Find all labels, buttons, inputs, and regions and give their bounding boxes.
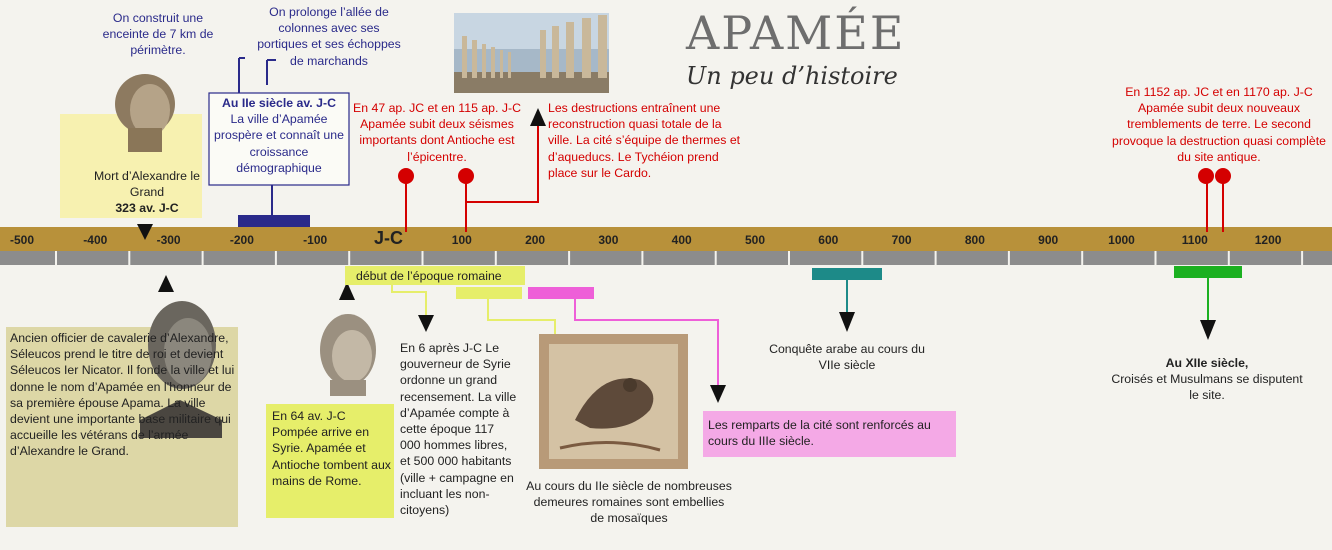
- tick-label: 1000: [1108, 233, 1135, 247]
- pompey-text: En 64 av. J-C Pompée arrive en Syrie. Apamée et Antioche tombent aux mains de Rome.: [272, 409, 391, 488]
- crusades-block: [1110, 355, 1304, 404]
- colonnade-text: On prolonge l’allée de colonnes avec ses portiques et ses échoppes de marchands: [257, 5, 401, 68]
- page-title: APAMÉE: [686, 6, 906, 60]
- second-century-block: [210, 95, 348, 176]
- third-century-bar: [528, 287, 594, 299]
- seleucus-arrow: [158, 275, 174, 292]
- seleucus-text: Ancien officier de cavalerie d’Alexandre, Séleucos prend le titre de roi et devient Séleucos Ier Nicator. Il fonde la ville et lui donne le nom d’Apamée en l’honneur de sa première épouse Apama. La ville devient une importante base militaire qui accueille les vétérans de l’armée d’Alexandre le Grand.: [10, 331, 235, 459]
- arab-conquest-text: Conquête arabe au cours du VIIe siècle: [769, 342, 925, 373]
- tick-label: 1100: [1181, 233, 1208, 247]
- tick-label: -500: [9, 233, 35, 247]
- crusades-text: Croisés et Musulmans se disputent le site.: [1111, 372, 1303, 403]
- tick-label: 600: [818, 233, 839, 247]
- second-century-title: Au IIe siècle av. J-C: [222, 96, 336, 110]
- second-century-roman-bar: [456, 287, 522, 299]
- colonnade-photo-icon: [454, 13, 609, 93]
- earthquake-text: En 47 ap. JC et en 115 ap. J-C Apamée subit deux séismes importants dont Antioche est l’épicentre.: [353, 101, 521, 164]
- crusades-arrow: [1200, 320, 1216, 340]
- second-century-text: La ville d’Apamée prospère et connaît une croissance démographique: [214, 112, 344, 175]
- crusades-title: Au XIIe siècle,: [1165, 356, 1249, 370]
- tick-label: -400: [83, 233, 108, 247]
- timeline-bar-shadow: [0, 251, 1332, 265]
- tick-label: 100: [451, 233, 472, 247]
- arab-conquest-arrow: [839, 312, 855, 332]
- tick-label: 700: [891, 233, 912, 247]
- tick-label: 1200: [1254, 233, 1282, 247]
- earthquakes-1100-text: En 1152 ap. JC et en 1170 ap. J-C Apamée subit deux nouveaux tremblements de terre. Le second provoque la destruction quasi complète du site antique.: [1112, 85, 1326, 164]
- wall-text: On construit une enceinte de 7 km de périmètre.: [102, 11, 214, 58]
- page-subtitle: Un peu d’histoire: [686, 62, 898, 90]
- tick-label: -100: [303, 233, 328, 247]
- tick-label: 400: [671, 233, 692, 247]
- tick-label: 300: [598, 233, 619, 247]
- dove-mosaic-icon: [539, 334, 688, 469]
- ramparts-arrow: [710, 385, 726, 403]
- tick-label: J-C: [373, 228, 404, 248]
- arab-conquest-bar: [812, 268, 882, 280]
- alexander-label: Mort d’Alexandre le Grand: [94, 169, 200, 200]
- tick-label: 500: [744, 233, 766, 247]
- mosaic-text: Au cours du IIe siècle de nombreuses demeures romaines sont embellies de mosaïques: [526, 479, 732, 526]
- tick-label: 800: [964, 233, 985, 247]
- reconstruction-text: Les destructions entraînent une reconstruction quasi totale de la ville. La cité s’équipe de thermes et d’aqueducs. Le Tychéion prend place sur le Cardo.: [548, 101, 741, 180]
- tick-label: -200: [229, 233, 254, 247]
- alexander-date: 323 av. J-C: [115, 201, 179, 216]
- ramparts-text: Les remparts de la cité sont renforcés au cours du IIIe siècle.: [708, 418, 931, 449]
- census-text: En 6 après J-C Le gouverneur de Syrie ordonne un grand recensement. La ville d’Apamée compte à cette époque 117 000 hommes libres, et 500 000 habitants (ville + campagne en incluant les non-citoyens): [400, 341, 517, 518]
- reconstruction-arrow: [530, 108, 546, 126]
- tick-label: -300: [156, 233, 181, 247]
- tick-label: 200: [525, 233, 546, 247]
- alexander-block: [86, 168, 208, 217]
- roman-era-label: début de l’époque romaine: [356, 269, 502, 283]
- second-century-bar: [238, 215, 310, 227]
- tick-label: 900: [1038, 233, 1059, 247]
- census-arrow: [418, 315, 434, 332]
- crusades-bar: [1174, 266, 1242, 278]
- pompey-bust-icon: [320, 314, 376, 396]
